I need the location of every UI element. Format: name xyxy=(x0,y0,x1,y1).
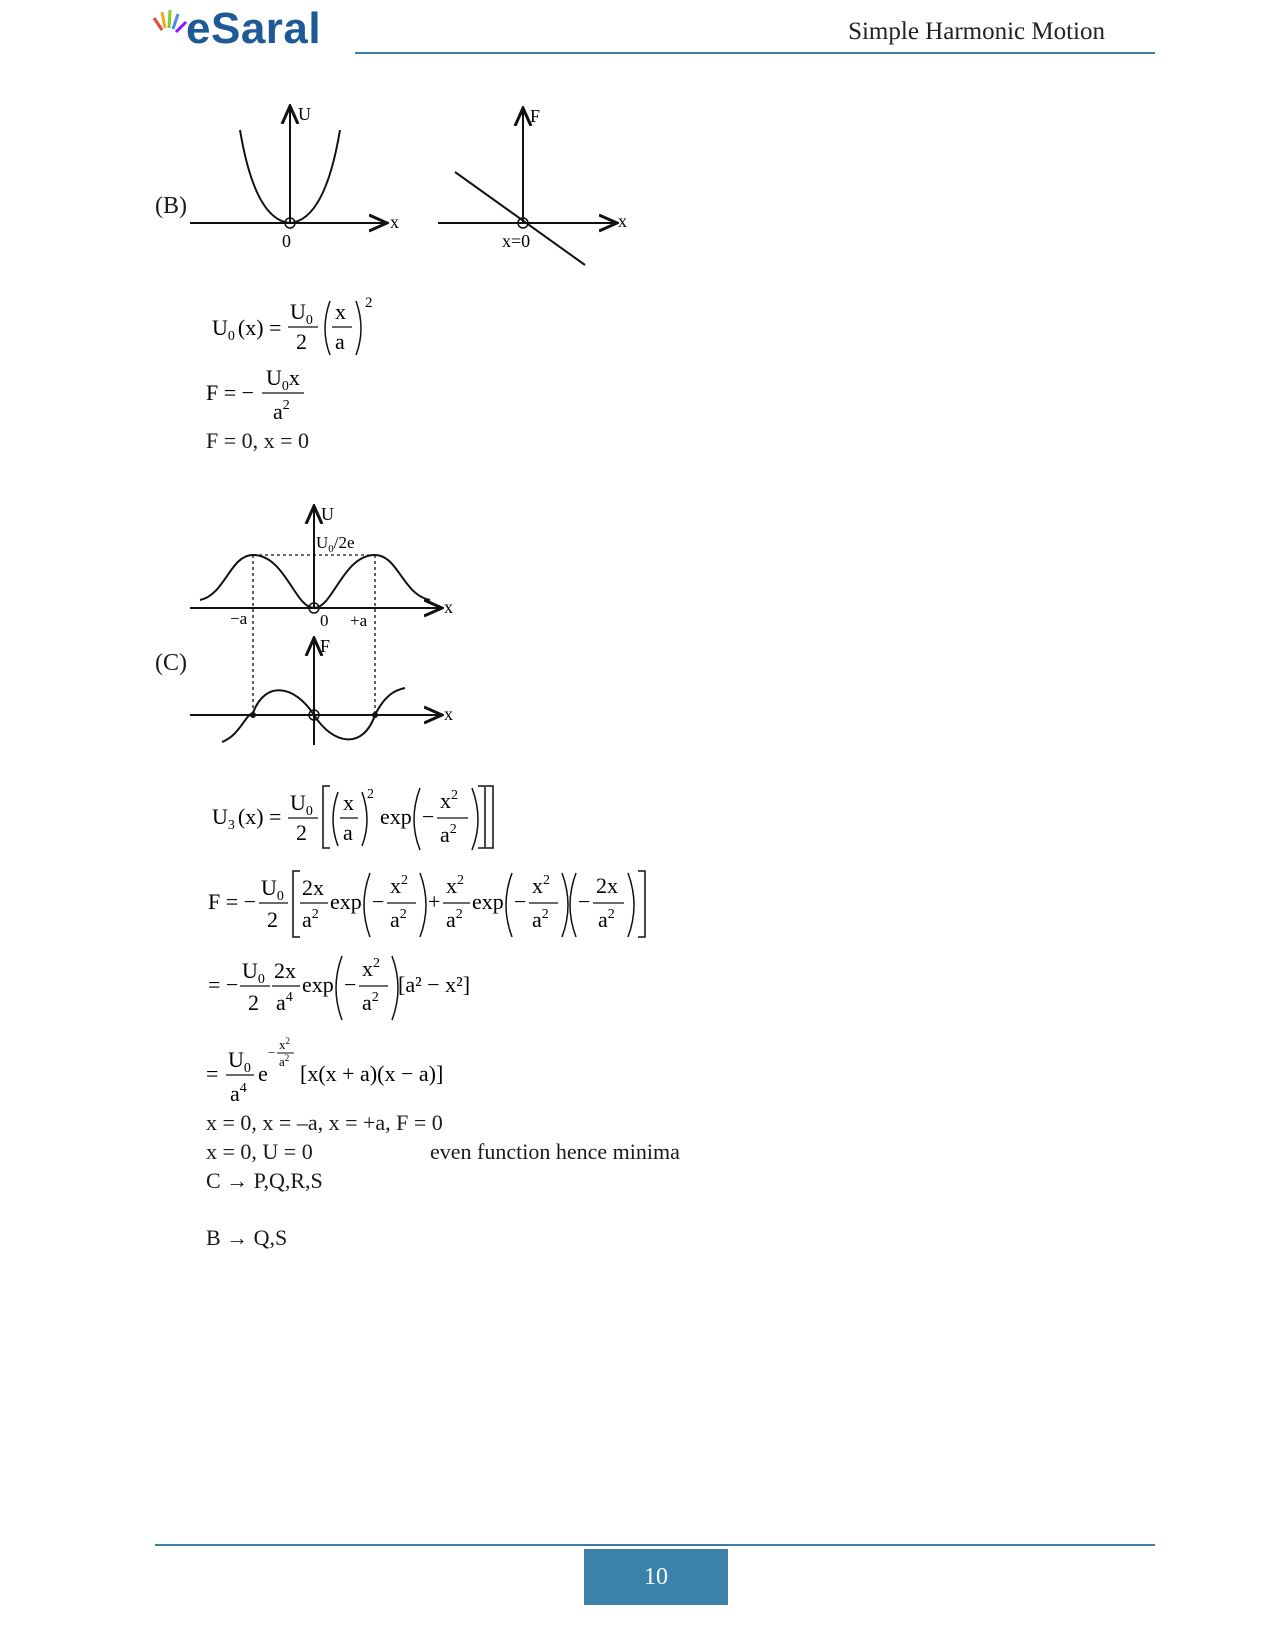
svg-text:U0: $U_0$ xyxy=(290,790,313,819)
svg-text:x2: $x^2$ xyxy=(446,873,464,898)
svg-text:−: − xyxy=(268,1045,276,1060)
svg-text:2: 2 xyxy=(296,820,307,845)
svg-text:2: 2 xyxy=(365,295,373,311)
eq-c2 xyxy=(208,867,658,942)
minima-line: x = 0, U = 0 xyxy=(206,1139,313,1164)
svg-text:2: 2 xyxy=(296,329,307,354)
svg-text:exp: exp xyxy=(302,972,334,997)
svg-text:U0/2e: $U_0/2e$ xyxy=(316,533,355,555)
answer-c: C → P,Q,R,S xyxy=(206,1168,323,1193)
svg-text:a4: $a^4$ xyxy=(230,1081,247,1106)
svg-text:a2: $a^2$ xyxy=(302,907,319,932)
logo-text: eSaral xyxy=(186,4,322,53)
svg-text:F = −: F = − xyxy=(206,380,255,405)
svg-text:U0: $U_0$ xyxy=(261,875,284,904)
eq-b3: F = 0, x = 0 xyxy=(206,428,310,453)
svg-text:0: 0 xyxy=(320,611,329,630)
svg-text:a: a xyxy=(343,820,353,845)
svg-text:U0x: $U_0x$ xyxy=(266,365,300,394)
svg-text:x2: $x^2$ xyxy=(390,873,408,898)
svg-text:x: x xyxy=(335,299,346,324)
svg-text:a4: $a^4$ xyxy=(276,990,293,1015)
svg-text:a: a xyxy=(335,329,345,354)
svg-text:2: 2 xyxy=(367,787,374,802)
svg-text:e: e xyxy=(258,1061,268,1086)
svg-text:−: − xyxy=(422,804,435,829)
svg-text:a2: $a^2$ xyxy=(446,907,463,932)
svg-text:a2: $a^2$ xyxy=(598,907,615,932)
svg-text:−: − xyxy=(514,889,527,914)
svg-text:= −: = − xyxy=(208,972,239,997)
svg-text:−a: −a xyxy=(230,609,248,628)
svg-text:2x: 2x xyxy=(274,958,296,983)
u-parabola-graph xyxy=(190,104,399,251)
footer-rule xyxy=(155,1544,1155,1546)
svg-text:2: 2 xyxy=(248,990,259,1015)
f-linear-graph xyxy=(438,106,627,265)
u-gaussian-graph xyxy=(190,504,453,630)
svg-text:U3(x) =: $U_3$ (x) = xyxy=(212,804,282,833)
svg-text:U0: $U_0$ xyxy=(228,1047,251,1076)
svg-text:=: = xyxy=(206,1061,219,1086)
svg-text:U: U xyxy=(321,504,334,524)
svg-text:exp: exp xyxy=(380,804,412,829)
eq-c4 xyxy=(206,1035,486,1110)
svg-text:a2: $a^2$ xyxy=(273,398,290,424)
svg-text:F = −: F = − xyxy=(208,889,257,914)
eq-b1 xyxy=(210,295,410,365)
svg-text:a2: $a^2$ xyxy=(440,822,457,847)
svg-text:[a² − x²]: [a² − x²] xyxy=(398,972,471,997)
svg-text:[x(x + a)(x − a)]: [x(x + a)(x − a)] xyxy=(300,1061,444,1086)
svg-text:a2: $a^2$ xyxy=(362,990,379,1015)
svg-text:a2: $a^2$ xyxy=(532,907,549,932)
svg-text:−: − xyxy=(578,889,591,914)
part-c-graphs xyxy=(190,500,480,755)
origin-label: 0 xyxy=(282,231,291,251)
svg-text:2: 2 xyxy=(267,907,278,932)
origin-label: x=0 xyxy=(502,231,531,251)
svg-text:2x: 2x xyxy=(302,875,324,900)
x-axis-label: x xyxy=(390,212,399,232)
header-rule xyxy=(355,52,1155,54)
eq-c1 xyxy=(210,780,510,855)
svg-text:U0: $U_0$ xyxy=(242,958,265,987)
minima-note: even function hence minima xyxy=(430,1139,680,1164)
svg-text:exp: exp xyxy=(330,889,362,914)
part-c-label: (C) xyxy=(155,650,187,676)
svg-text:−: − xyxy=(344,972,357,997)
svg-text:x2: $x^2$ xyxy=(279,1036,290,1052)
critical-points-line: x = 0, x = –a, x = +a, F = 0 xyxy=(206,1110,443,1135)
page-number: 10 xyxy=(584,1549,728,1605)
svg-text:exp: exp xyxy=(472,889,504,914)
svg-text:a2: $a^2$ xyxy=(279,1053,290,1069)
f-gaussian-derivative-graph xyxy=(190,636,453,745)
svg-text:x: x xyxy=(444,704,453,724)
f-axis-label: F xyxy=(530,106,541,126)
svg-text:U0: $U_0$ xyxy=(290,299,313,328)
svg-text:U0(x) =: $U_0$ (x) = xyxy=(212,315,282,344)
svg-text:x2: $x^2$ xyxy=(440,788,458,813)
svg-text:−: − xyxy=(372,889,385,914)
svg-text:F: F xyxy=(320,636,331,656)
svg-text:x2: $x^2$ xyxy=(362,956,380,981)
hand-logo-icon xyxy=(150,8,190,58)
svg-text:+a: +a xyxy=(350,611,368,630)
x-axis-label: x xyxy=(618,211,627,231)
answer-b: B → Q,S xyxy=(206,1225,288,1250)
eq-c3 xyxy=(208,952,508,1024)
part-b-graphs xyxy=(190,100,630,275)
esaral-logo xyxy=(150,4,322,58)
part-b-label: (B) xyxy=(155,193,187,219)
chapter-title: Simple Harmonic Motion xyxy=(848,18,1105,45)
svg-text:2x: 2x xyxy=(596,873,618,898)
u-axis-label: U xyxy=(298,104,311,124)
svg-text:x: x xyxy=(444,597,453,617)
svg-text:x2: $x^2$ xyxy=(532,873,550,898)
eq-b2 xyxy=(206,365,406,427)
svg-text:x: x xyxy=(343,790,354,815)
svg-text:a2: $a^2$ xyxy=(390,907,407,932)
svg-text:+: + xyxy=(428,889,441,914)
